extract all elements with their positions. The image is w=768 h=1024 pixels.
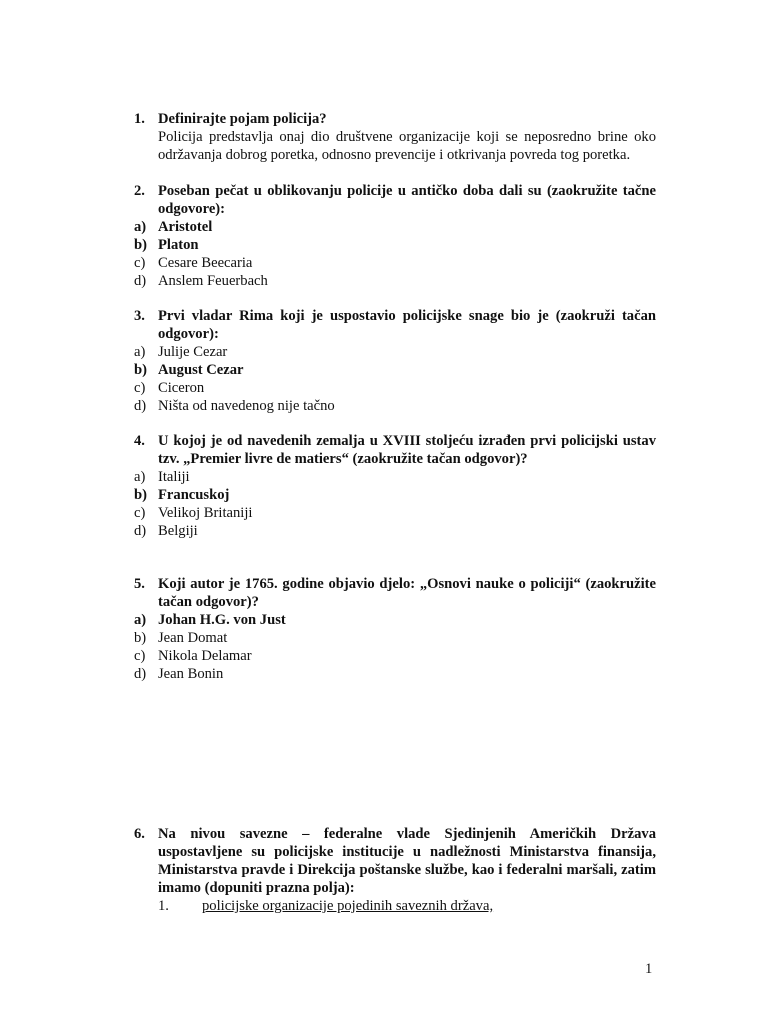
page-number: 1	[645, 961, 653, 977]
question-5	[134, 575, 656, 683]
option-2d[interactable]: d) Anslem Feuerbach	[134, 273, 268, 289]
fill-item-number: 1.	[158, 898, 169, 914]
question-2-number: 2.	[134, 183, 145, 199]
question-1-number: 1.	[134, 111, 145, 127]
question-1	[134, 110, 656, 164]
fill-item-1[interactable]	[134, 897, 656, 915]
question-5-number: 5.	[134, 576, 145, 592]
question-6-number: 6.	[134, 826, 145, 842]
option-3b[interactable]: b) August Cezar	[134, 362, 244, 378]
question-5-text: 5. Koji autor je 1765. godine objavio djelo: „Osnovi nauke o policiji“ (zaokružite tačan odgovor)?	[134, 576, 656, 610]
question-2	[134, 182, 656, 290]
question-6	[134, 825, 656, 915]
question-1-text: 1. Definirajte pojam policija?	[134, 111, 327, 127]
question-3-options	[134, 343, 656, 415]
option-3c[interactable]: c) Ciceron	[134, 380, 205, 396]
option-5b[interactable]: b) Jean Domat	[134, 630, 228, 646]
question-6-text: 6. Na nivou savezne – federalne vlade Sjedinjenih Američkih Država uspostavljene su policijske institucije u nadležnosti Ministarstva finansija, Ministarstva pravde i Direkcija poštanske službe, kao i federalni maršali, zatim imamo (dopuniti prazna polja):	[134, 826, 656, 896]
option-3d[interactable]: d) Ništa od navedenog nije tačno	[134, 398, 335, 414]
question-4-number: 4.	[134, 433, 145, 449]
fill-item-text: policijske organizacije pojedinih saveznih država,	[202, 898, 494, 914]
option-4b[interactable]: b) Francuskoj	[134, 487, 230, 503]
question-3-text: 3. Prvi vladar Rima koji je uspostavio policijske snage bio je (zaokruži tačan odgovor):	[134, 308, 656, 342]
option-4c[interactable]: c) Velikoj Britaniji	[134, 505, 253, 521]
question-4	[134, 432, 656, 540]
question-3	[134, 307, 656, 415]
option-5a[interactable]: a) Johan H.G. von Just	[134, 612, 286, 628]
question-4-options	[134, 468, 656, 540]
question-5-options	[134, 611, 656, 683]
question-2-text: 2. Poseban pečat u oblikovanju policije u antičko doba dali su (zaokružite tačne odgovore):	[134, 183, 656, 217]
option-5d[interactable]: d) Jean Bonin	[134, 666, 224, 682]
question-4-text: 4. U kojoj je od navedenih zemalja u XVIII stoljeću izrađen prvi policijski ustav tzv. „Premier livre de matiers“ (zaokružite tačan odgovor)?	[134, 433, 656, 467]
option-2a[interactable]: a) Aristotel	[134, 219, 213, 235]
question-1-answer: Policija predstavlja onaj dio društvene organizacije koji se neposredno brine oko održavanja dobrog poretka, odnosno prevencije i otkrivanja povreda tog poretka.	[158, 129, 656, 163]
question-3-number: 3.	[134, 308, 145, 324]
option-2b[interactable]: b) Platon	[134, 237, 199, 253]
option-4a[interactable]: a) Italiji	[134, 469, 190, 485]
option-4d[interactable]: d) Belgiji	[134, 523, 198, 539]
option-3a[interactable]: a) Julije Cezar	[134, 344, 228, 360]
option-5c[interactable]: c) Nikola Delamar	[134, 648, 252, 664]
option-2c[interactable]: c) Cesare Beecaria	[134, 255, 253, 271]
question-2-options	[134, 218, 656, 290]
